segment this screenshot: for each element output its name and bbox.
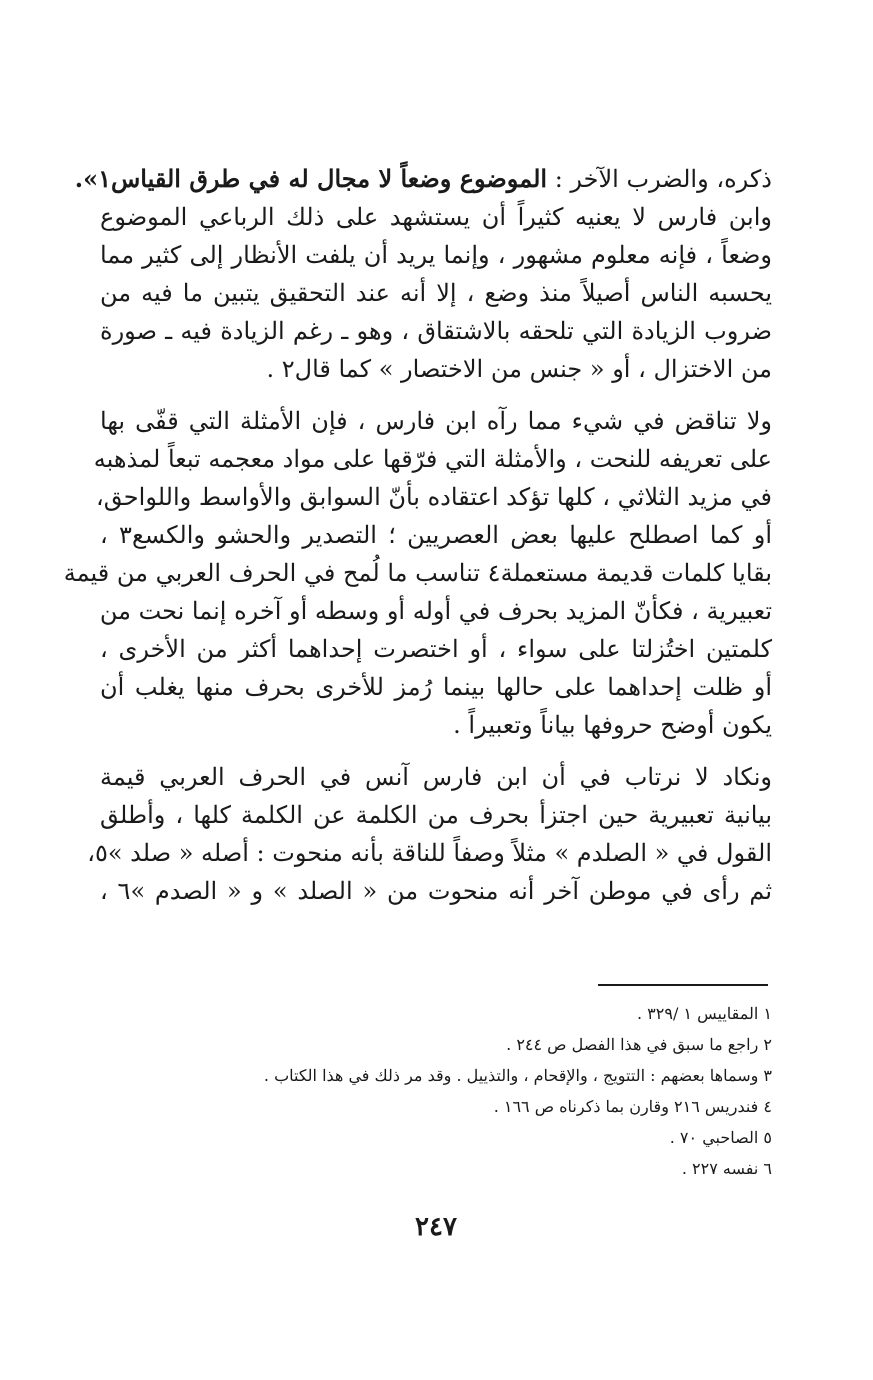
paragraph-gap bbox=[100, 744, 772, 758]
text-line: ونكاد لا نرتاب في أن ابن فارس آنس في الحرف العربي قيمة bbox=[100, 763, 772, 791]
text-line: كلمتين اختُزلتا على سواء ، أو اختصرت إحداهما أكثر من الأخرى ، bbox=[100, 635, 772, 663]
text-line: بيانية تعبيرية حين اجتزأ بحرف من الكلمة عن الكلمة كلها ، وأطلق bbox=[100, 801, 773, 829]
text-line: ضروب الزيادة التي تلحقه بالاشتقاق ، وهو ـ رغم الزيادة فيه ـ صورة bbox=[100, 317, 772, 345]
footnote: ٢ راجع ما سبق في هذا الفصل ص ٢٤٤ . bbox=[506, 1035, 772, 1054]
footnotes bbox=[160, 998, 772, 1184]
text-line: أو كما اصطلح عليها بعض العصريين ؛ التصدير والحشو والكسع٣ ، bbox=[100, 521, 772, 549]
text-line: يحسبه الناس أصيلاً منذ وضع ، إلا أنه عند التحقيق يتبين ما فيه من bbox=[100, 279, 772, 307]
text-line: وابن فارس لا يعنيه كثيراً أن يستشهد على ذلك الرباعي الموضوع bbox=[100, 203, 772, 231]
text-line: ثم رأى في موطن آخر أنه منحوت من « الصلد » و « الصدم »٦ ، bbox=[100, 877, 772, 905]
text-segment-bold: الموضوع وضعاً لا مجال له في طرق القياس١». bbox=[74, 164, 548, 193]
text-line: على تعريفه للنحت ، والأمثلة التي فرّقها على مواد معجمه تبعاً لمذهبه bbox=[93, 445, 772, 473]
text-line bbox=[74, 160, 772, 198]
footnote: ٣ وسماها بعضهم : التتويج ، والإقحام ، والتذييل . وقد مر ذلك في هذا الكتاب . bbox=[263, 1066, 772, 1085]
text-line: ولا تناقض في شيء مما رآه ابن فارس ، فإن الأمثلة التي قفّى بها bbox=[100, 407, 772, 435]
footnote: ١ المقاييس ١ /٣٢٩ . bbox=[636, 1004, 772, 1023]
footnote-separator bbox=[598, 984, 768, 986]
text-line: تعبيرية ، فكأنّ المزيد بحرف في أوله أو وسطه أو آخره إنما نحت من bbox=[99, 597, 772, 625]
footnote: ٥ الصاحبي ٧٠ . bbox=[669, 1128, 772, 1147]
text-line: من الاختزال ، أو « جنس من الاختصار » كما قال٢ . bbox=[266, 355, 772, 383]
text-line: بقايا كلمات قديمة مستعملة٤ تناسب ما لُمح في الحرف العربي من قيمة bbox=[63, 559, 772, 587]
paragraph-gap bbox=[100, 388, 772, 402]
page-number: ٢٤٧ bbox=[415, 1212, 457, 1242]
main-text bbox=[63, 160, 773, 910]
text-segment-plain: ذكره، والضرب الآخر : bbox=[547, 165, 772, 193]
footnote: ٦ نفسه ٢٢٧ . bbox=[681, 1159, 772, 1178]
text-line: القول في « الصلدم » مثلاً وصفاً للناقة بأنه منحوت : أصله « صلد »٥، bbox=[87, 839, 772, 867]
text-line: وضعاً ، فإنه معلوم مشهور ، وإنما يريد أن يلفت الأنظار إلى كثير مما bbox=[100, 241, 772, 269]
text-line: يكون أوضح حروفها بياناً وتعبيراً . bbox=[453, 711, 772, 739]
text-line: في مزيد الثلاثي ، كلها تؤكد اعتقاده بأنّ السوابق والأواسط واللواحق، bbox=[96, 483, 772, 511]
footnote: ٤ فندريس ٢١٦ وقارن بما ذكرناه ص ١٦٦ . bbox=[493, 1097, 772, 1116]
text-line: أو ظلت إحداهما على حالها بينما رُمز للأخرى بحرف منها يغلب أن bbox=[100, 673, 772, 701]
